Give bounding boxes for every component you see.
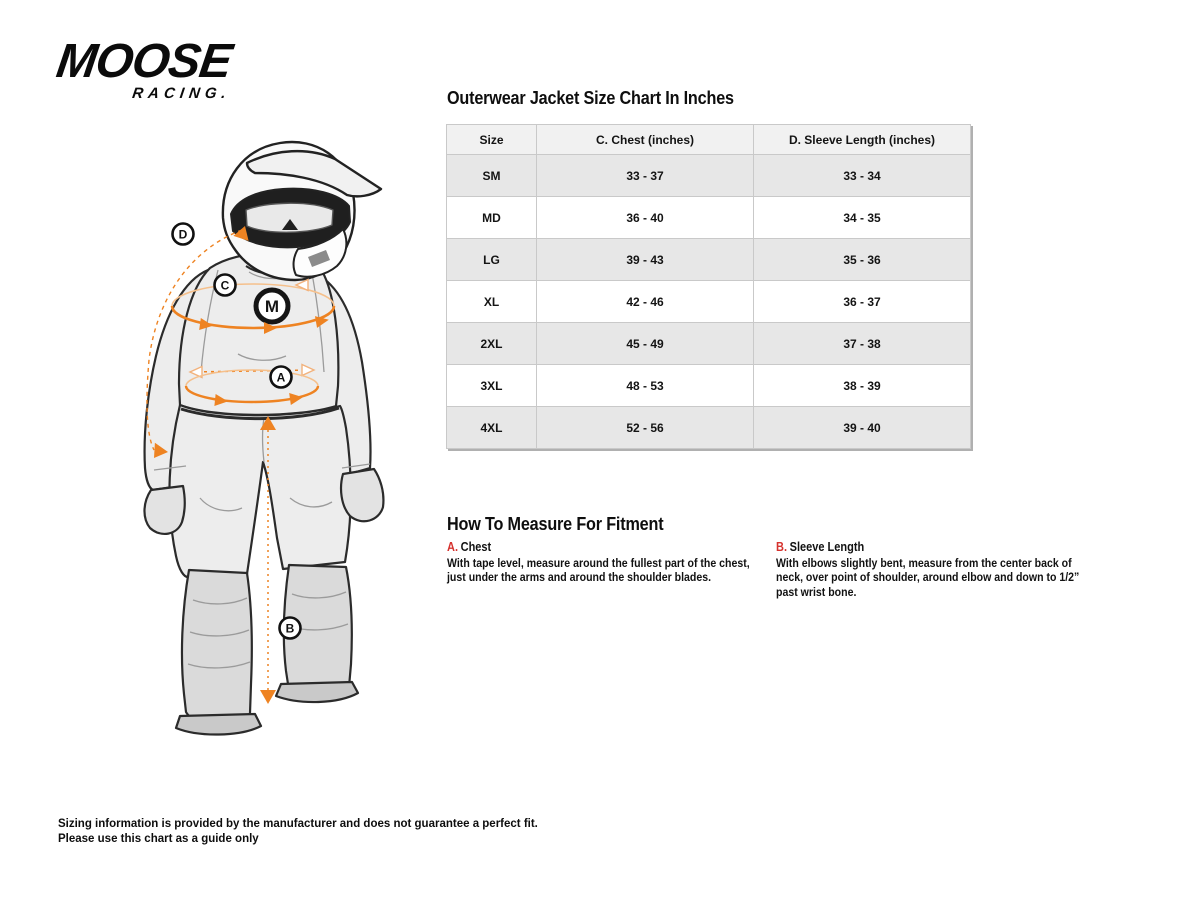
rider-measurement-diagram <box>50 118 420 768</box>
label-a: A <box>276 370 286 385</box>
chest-cell: 48 - 53 <box>537 365 754 407</box>
howto-text-chest: With tape level, measure around the fullest part of the chest, just under the arms and around the shoulder blades. <box>447 555 750 584</box>
table-row <box>447 323 971 365</box>
sleeve-cell: 38 - 39 <box>754 365 971 407</box>
chest-cell: 42 - 46 <box>537 281 754 323</box>
sleeve-cell: 36 - 37 <box>754 281 971 323</box>
header-sleeve: D. Sleeve Length (inches) <box>754 125 971 155</box>
size-chart-title: Outerwear Jacket Size Chart In Inches <box>447 88 734 108</box>
label-d: D <box>178 227 188 242</box>
size-cell: MD <box>447 197 537 239</box>
pants <box>169 405 350 577</box>
chest-cell: 33 - 37 <box>537 155 754 197</box>
howto-item-sleeve-head <box>776 540 1080 555</box>
howto-item-sleeve <box>776 540 1080 599</box>
chest-cell: 45 - 49 <box>537 323 754 365</box>
howto-text-sleeve: With elbows slightly bent, measure from the center back of neck, over point of shoulder, around elbow and down to 1/2” past wrist bone. <box>776 555 1080 599</box>
size-cell: 2XL <box>447 323 537 365</box>
inseam-arrow-down <box>260 690 276 704</box>
howto-item-chest-head <box>447 540 751 555</box>
sleeve-cell: 35 - 36 <box>754 239 971 281</box>
logo-racing-text: RACING. <box>131 85 232 103</box>
label-c: C <box>220 278 230 293</box>
right-boot-sole <box>276 682 358 702</box>
helmet <box>223 142 381 280</box>
howto-label-sleeve: Sleeve Length <box>789 540 865 554</box>
sleeve-cell: 39 - 40 <box>754 407 971 449</box>
left-boot <box>182 570 252 726</box>
left-boot-sole <box>176 714 261 735</box>
rider-body <box>144 253 383 734</box>
howto-label-chest: Chest <box>460 540 492 554</box>
size-cell: 4XL <box>447 407 537 449</box>
size-chart-table <box>446 124 971 449</box>
table-row <box>447 365 971 407</box>
disclaimer-line-2: Please use this chart as a guide only <box>58 833 259 846</box>
left-glove <box>144 486 184 534</box>
logo-moose-text: MOOSE <box>53 35 235 88</box>
size-cell: XL <box>447 281 537 323</box>
table-row <box>447 155 971 197</box>
chest-cell: 52 - 56 <box>537 407 754 449</box>
disclaimer-line-1: Sizing information is provided by the manufacturer and does not guarantee a perfect fit. <box>58 818 538 830</box>
size-cell: 3XL <box>447 365 537 407</box>
size-cell: LG <box>447 239 537 281</box>
chest-logo-m: M <box>264 297 280 316</box>
howto-heading: How To Measure For Fitment <box>447 514 664 534</box>
table-header-row <box>447 125 971 155</box>
sleeve-cell: 34 - 35 <box>754 197 971 239</box>
header-size: Size <box>447 125 537 155</box>
header-chest: C. Chest (inches) <box>537 125 754 155</box>
table-row <box>447 281 971 323</box>
howto-item-chest <box>447 540 751 585</box>
chest-cell: 36 - 40 <box>537 197 754 239</box>
moose-racing-logo <box>53 35 235 103</box>
howto-letter-b: B. <box>776 540 787 554</box>
table-row <box>447 407 971 449</box>
table-row <box>447 239 971 281</box>
size-cell: SM <box>447 155 537 197</box>
howto-letter-a: A. <box>447 540 458 554</box>
table-row <box>447 197 971 239</box>
sleeve-cell: 33 - 34 <box>754 155 971 197</box>
sleeve-cell: 37 - 38 <box>754 323 971 365</box>
sizing-disclaimer <box>58 817 538 847</box>
label-b: B <box>285 621 295 636</box>
chest-cell: 39 - 43 <box>537 239 754 281</box>
right-glove <box>341 469 383 521</box>
